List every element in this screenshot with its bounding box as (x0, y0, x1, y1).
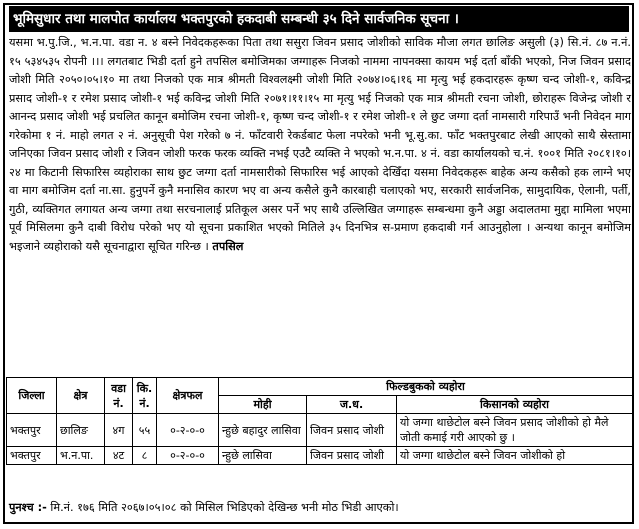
cell-district: भक्तपुर (7, 447, 57, 465)
header-mohi: मोही (219, 396, 307, 414)
cell-area: छालिङ (57, 414, 105, 447)
cell-jadha: जिवन प्रसाद जोशी (307, 447, 397, 465)
cell-kshetrafal: ०-२-०-० (157, 447, 219, 465)
table-header-row (7, 378, 633, 396)
footer-label: पुनश्च :- (9, 501, 47, 514)
cell-kitta: ५५ (133, 414, 157, 447)
table-row (7, 447, 633, 465)
header-district: जिल्ला (7, 378, 57, 414)
cell-mohi: न्हुछे लासिवा (219, 447, 307, 465)
cell-kisan: यो जग्गा थाछेटोल बस्ने जिवन जोशीको हो (397, 447, 633, 465)
cell-jadha: जिवन प्रसाद जोशी (307, 414, 397, 447)
header-jadha: ज.ध. (307, 396, 397, 414)
cell-ward: ४ग (105, 414, 133, 447)
header-field-book: फिल्डबुकको व्यहोरा (219, 378, 633, 396)
land-details-table (6, 377, 633, 465)
notice-body-text: यसमा भ.पु.जि., भ.न.पा. वडा न. ४ बस्ने निवेदकहरूका पिता तथा ससुरा जिवन प्रसाद जोशीको साविक मौजा लगत छालिङ असुली (३) सि.नं. ८७ न.नं. १५ ५३४५३५ रोपनी ।।। लगतबाट भिडी दर्ता हुने तपसिल बमोजिमका जग्गाहरू निजको नाममा नापनक्सा कायम भई दर्ता बाँकी भएको, निज जिवन प्रसाद जोशी मिति २०५०।०५।१० मा तथा निजको एक मात्र श्रीमती विश्वलक्ष्मी जोशी मिति २०७४।०६।१६ मा मृत्यु भई हकदारहरू कृष्ण चन्द जोशी-१, कविन्द्र प्रसाद जोशी-१ र रमेश प्रसाद जोशी-१ भई कविन्द्र जोशी मिति २०७१।११।१५ मा मृत्यु भई निजको एक मात्र श्रीमती रचना जोशी, छोराहरू विजेन्द्र जोशी र आनन्द प्रसाद जोशी भई प्रचलित कानून बमोजिम रचना जोशी-१, कृष्ण चन्द जोशी-१ र रमेश जोशी-१ ले छुट जग्गा दर्ता नामसारी गरिपाउँ भनी निवेदन माग गरेकोमा १ नं. माहो लगत २ नं. अनुसूची पेश गरेको ७ नं. फाँटवारी रेकर्डबाट फेला नपरेको भनी भू.सु.का. फाँट भक्तपुरबाट लेखी आएको साथै स्रेस्तामा जनिएका जिवन प्रसाद जोशी र जिवन जोशी फरक फरक व्यक्ति नभई एउटै व्यक्ति ने भएको भ.न.पा. ४ नं. वडा कार्यालयको च.नं. १००१ मिति २०८१।१०।२४ मा किटानी सिफारिस व्यहोराका साथ छुट जग्गा दर्ता नामसारीको सिफारिस भई आएको देखिँदा यसमा निवेदकहरू बाहेक अन्य कसैको हक लाग्ने भए वा माग बमोजिम दर्ता ना.सा. हुनुपर्ने कुनै मनासिव कारण भए वा अन्य कसैले कुनै कारबाही चलाएको भए, सरकारी सार्वजनिक, सामुदायिक, ऐलानी, पर्ती, गुठी, व्यक्तिगत लगायत अन्य जग्गा तथा सरचनालाई प्रतिकूल असर पर्ने भए साथै उल्लिखित जग्गाहरू सम्बन्धमा कुनै अड्डा अदालतमा मुद्दा मामिला भएमा पूर्व मिसिलमा कुनै दाबी विरोध परेको भए यो सूचना प्रकाशित भएको मितिले ३५ दिनभित्र स-प्रमाण हकदाबी गर्न आउनुहोला । अन्यथा कानून बमोजिम भइजाने व्यहोराको यसै सूचनाद्वारा सूचित गरिन्छ । (9, 36, 632, 253)
header-kshetrafal: क्षेत्रफल (157, 378, 219, 414)
cell-ward: ४ट (105, 447, 133, 465)
cell-kshetrafal: ०-२-०-० (157, 414, 219, 447)
cell-kisan: यो जग्गा थाछेटोल बस्ने जिवन प्रसाद जोशीको हो मैले जोती कमाई गरी आएको छु । (397, 414, 633, 447)
header-kisan: किसानको व्यहोरा (397, 396, 633, 414)
header-ward: वडा नं. (105, 378, 133, 414)
notice-title: भूमिसुधार तथा मालपोत कार्यालय भक्तपुरको हकदाबी सम्बन्धी ३५ दिने सार्वजनिक सूचना । (9, 6, 629, 32)
cell-district: भक्तपुर (7, 414, 57, 447)
header-kitta: कि. नं. (133, 378, 157, 414)
table-row (7, 414, 633, 447)
footer-note (9, 500, 629, 515)
header-area: क्षेत्र (57, 378, 105, 414)
footer-text: मि.नं. १७६ मिति २०६७।०५।०८ को मिसिल भिडिएको देखिन्छ भनी मोठ भिडी आएको। (50, 501, 399, 514)
notice-body (9, 34, 631, 256)
cell-mohi: न्हुछे बहादुर लासिवा (219, 414, 307, 447)
tapsil-label: तपसिल (212, 239, 244, 253)
cell-kitta: ८ (133, 447, 157, 465)
cell-area: भ.न.पा. (57, 447, 105, 465)
